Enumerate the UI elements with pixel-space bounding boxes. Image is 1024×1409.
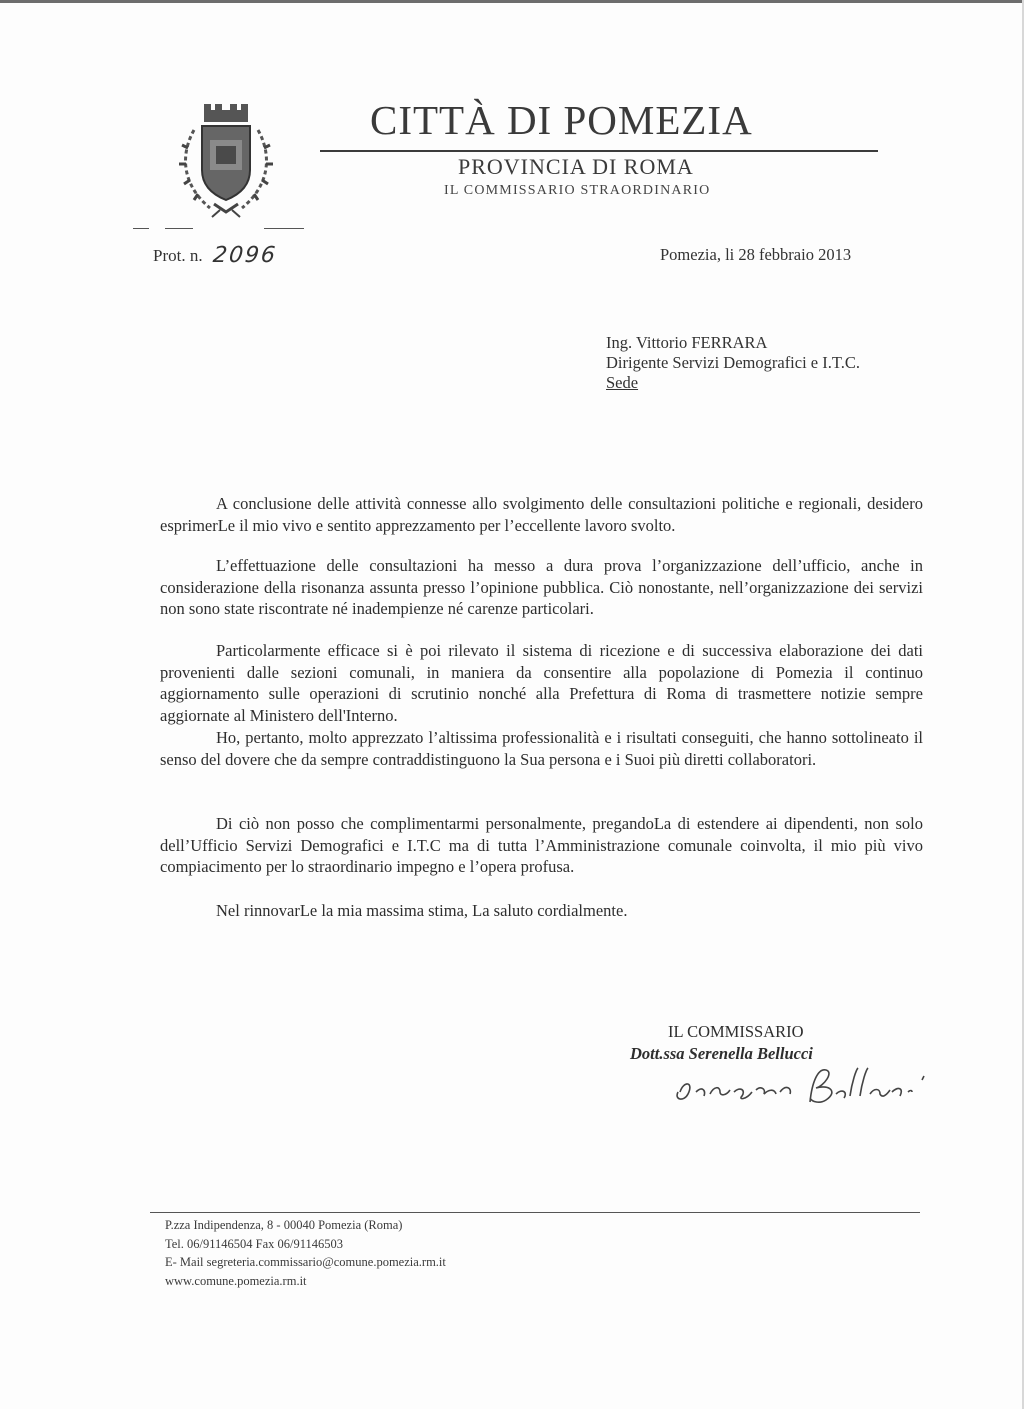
recipient-location: Sede: [606, 373, 639, 392]
body-paragraph: A conclusione delle attività connesse allo svolgimento delle consultazioni politiche e regionali, desidero esprimerLe il mio vivo e sentito apprezzamento per l’eccellente lavoro svolto.: [160, 494, 923, 535]
protocol-label: Prot. n.: [153, 246, 203, 265]
recipient-block: [606, 333, 860, 393]
footer-email: E- Mail segreteria.commissario@comune.pomezia.rm.it: [165, 1255, 446, 1269]
recipient-role: Dirigente Servizi Demografici e I.T.C.: [606, 353, 860, 372]
municipal-crest-icon: [176, 100, 276, 218]
letterhead-province: PROVINCIA DI ROMA: [458, 154, 694, 179]
handwritten-signature-icon: [660, 1062, 940, 1112]
footer-website: www.comune.pomezia.rm.it: [165, 1273, 307, 1288]
letter-date: Pomezia, li 28 febbraio 2013: [660, 245, 852, 264]
body-paragraph: L’effettuazione delle consultazioni ha messo a dura prova l’organizzazione dell’ufficio, anche in considerazione della risonanza assunta presso l’opinione pubblica. Ciò nonostante, nell’organizzazione dei servizi non sono state riscontrate né inadempienze né carenze particolari.: [160, 556, 923, 618]
signatory-role: IL COMMISSARIO: [668, 1022, 804, 1041]
footer-address: P.zza Indipendenza, 8 - 00040 Pomezia (Roma): [165, 1218, 403, 1232]
protocol-number: 2096: [211, 243, 279, 268]
body-paragraph: Particolarmente efficace si è poi rilevato il sistema di ricezione e di successiva elaborazione dei dati provenienti dalle sezioni comunali, in maniera da consentire alla popolazione di Pomezia il continuo aggiornamento sulle operazioni di scrutinio nonché alla Prefettura di Roma di trasmettere notizie sempre aggiornate al Ministero dell'Interno.: [160, 641, 923, 725]
footer-rule: [150, 1212, 920, 1213]
crest-divider: [133, 228, 149, 229]
signatory-name: Dott.ssa Serenella Bellucci: [630, 1044, 813, 1063]
closing-paragraph: Nel rinnovarLe la mia massima stima, La saluto cordialmente.: [216, 901, 628, 920]
letterhead-title: CITTÀ DI POMEZIA: [370, 97, 753, 143]
letterhead-rule: [320, 150, 878, 152]
scan-edge-top: [0, 0, 1024, 3]
crest-divider: [165, 228, 193, 229]
body-paragraph: Ho, pertanto, molto apprezzato l’altissima professionalità e i risultati conseguiti, che hanno sottolineato il senso del dovere che da sempre contraddistinguono la Sua persona e i Suoi più diretti collaboratori.: [160, 728, 923, 769]
footer-contacts: [165, 1216, 446, 1290]
letterhead-office: IL COMMISSARIO STRAORDINARIO: [444, 183, 711, 198]
crest-divider: [264, 228, 304, 229]
footer-phone: Tel. 06/91146504 Fax 06/91146503: [165, 1236, 344, 1251]
recipient-name: Ing. Vittorio FERRARA: [606, 333, 768, 352]
body-paragraph: Di ciò non posso che complimentarmi personalmente, pregandoLa di estendere ai dipendenti, non solo dell’Ufficio Servizi Demografici e I.T.C ma di tutta l’Amministrazione comunale coinvolta, il mio più vivo compiacimento per lo straordinario impegno e l’opera profusa.: [160, 814, 923, 876]
